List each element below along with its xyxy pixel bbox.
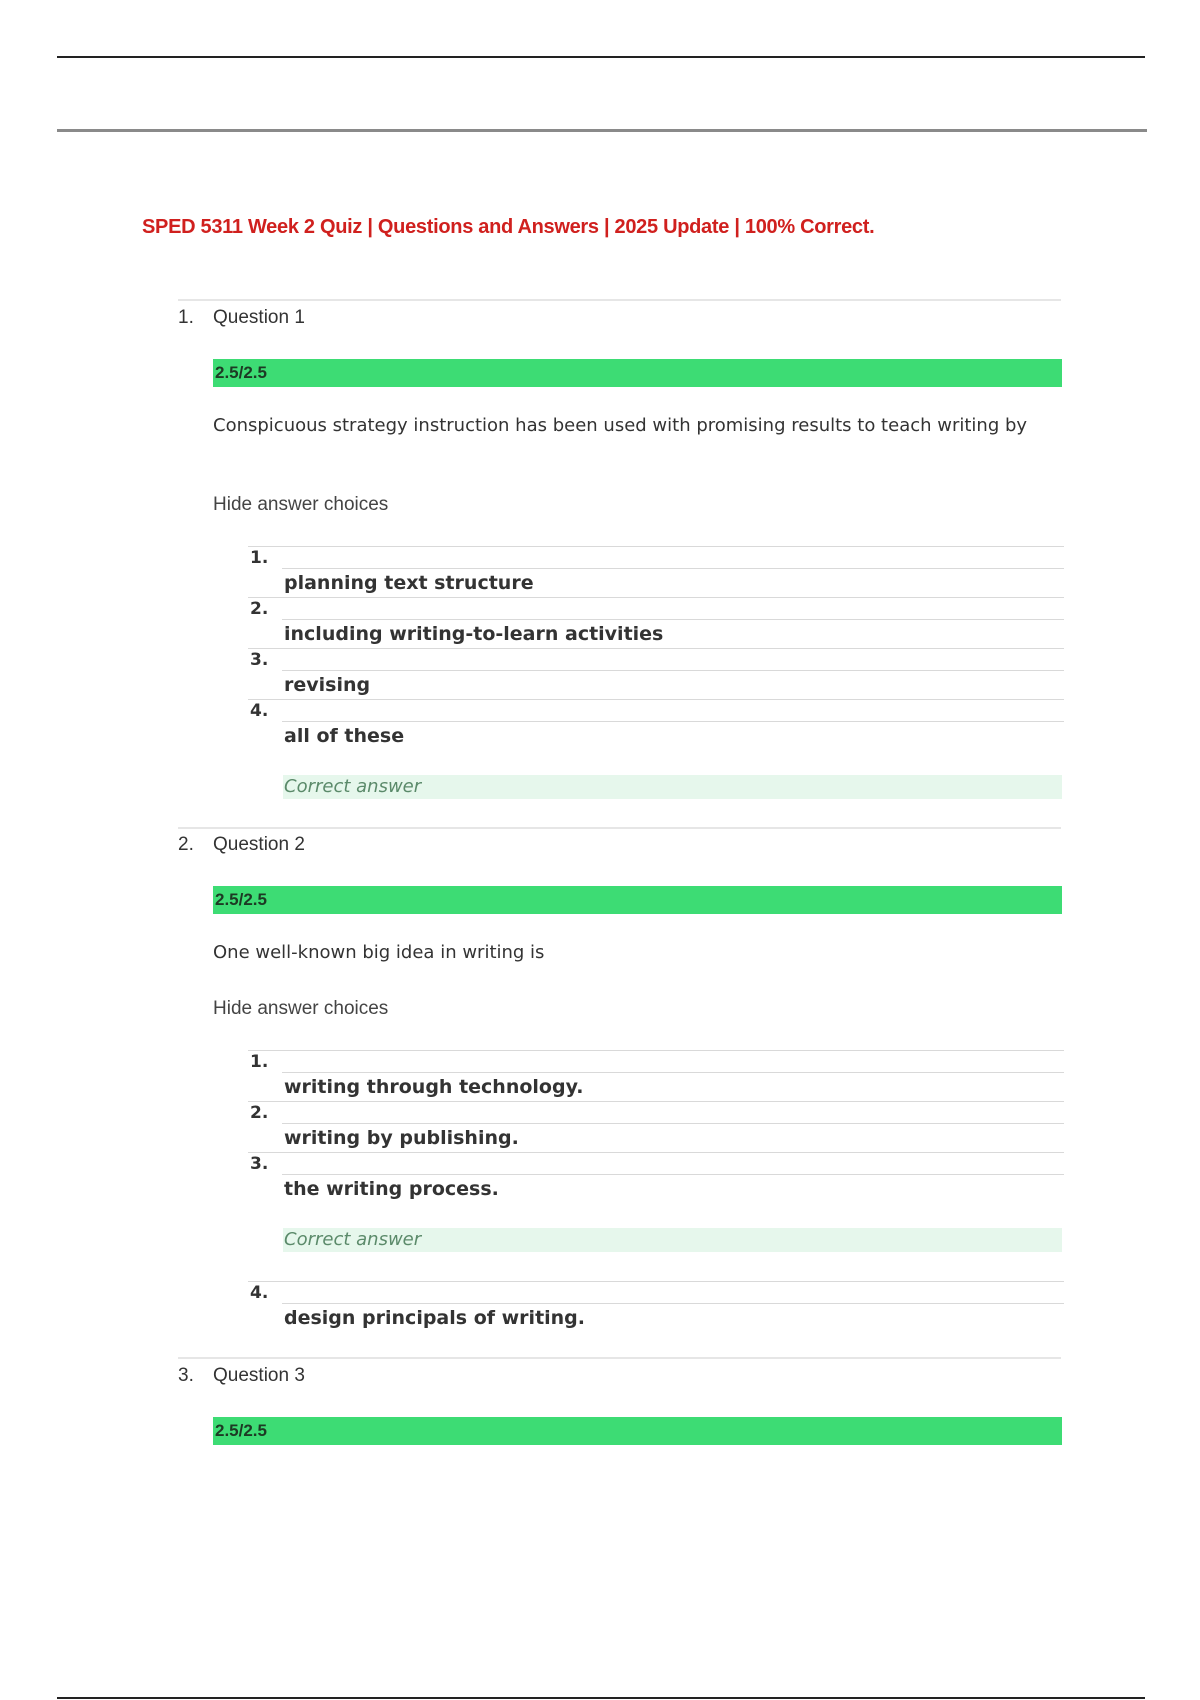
- question-separator: [178, 827, 1061, 829]
- option-divider: [282, 1123, 1064, 1124]
- option-divider: [248, 1101, 1064, 1102]
- option-divider: [282, 721, 1064, 722]
- option-divider: [248, 1152, 1064, 1153]
- option-number: 2.: [250, 599, 269, 619]
- correct-answer-tag: [283, 775, 1062, 799]
- question-title[interactable]: Question 2: [213, 834, 305, 855]
- score-bar: [213, 359, 1062, 387]
- question-title[interactable]: Question 1: [213, 307, 305, 328]
- question-title[interactable]: Question 3: [213, 1365, 305, 1386]
- option-text: revising: [284, 674, 371, 696]
- hide-answer-choices-link[interactable]: Hide answer choices: [213, 494, 389, 515]
- option-divider: [248, 1050, 1064, 1051]
- option-text: the writing process.: [284, 1178, 499, 1200]
- header-rule: [57, 56, 1145, 58]
- question-prompt: Conspicuous strategy instruction has been used with promising results to teach writing by: [213, 415, 1028, 436]
- option-number: 2.: [250, 1103, 269, 1123]
- question-number: 1.: [178, 307, 194, 328]
- option-number: 4.: [250, 701, 269, 721]
- option-divider: [248, 648, 1064, 649]
- footer-rule: [57, 1697, 1145, 1699]
- option-text: writing through technology.: [284, 1076, 584, 1098]
- document-title: SPED 5311 Week 2 Quiz | Questions and Answers | 2025 Update | 100% Correct.: [142, 216, 875, 238]
- option-text: design principals of writing.: [284, 1307, 586, 1329]
- option-divider: [282, 568, 1064, 569]
- option-divider: [248, 1281, 1064, 1282]
- option-divider: [248, 699, 1064, 700]
- option-text: including writing-to-learn activities: [284, 623, 664, 645]
- question-prompt: One well-known big idea in writing is: [213, 942, 545, 963]
- option-divider: [282, 1174, 1064, 1175]
- option-number: 3.: [250, 650, 269, 670]
- option-divider: [282, 1072, 1064, 1073]
- correct-answer-label: Correct answer: [284, 1229, 422, 1250]
- header-rule-secondary: [57, 129, 1147, 132]
- score-text: 2.5/2.5: [215, 890, 267, 909]
- score-text: 2.5/2.5: [215, 1421, 267, 1440]
- option-divider: [282, 1303, 1064, 1304]
- hide-answer-choices-link[interactable]: Hide answer choices: [213, 998, 389, 1019]
- option-number: 1.: [250, 548, 269, 568]
- score-text: 2.5/2.5: [215, 363, 267, 382]
- correct-answer-label: Correct answer: [284, 776, 422, 797]
- option-number: 3.: [250, 1154, 269, 1174]
- option-text: writing by publishing.: [284, 1127, 519, 1149]
- question-separator: [178, 1357, 1061, 1359]
- score-bar: [213, 886, 1062, 914]
- option-divider: [282, 670, 1064, 671]
- option-divider: [248, 597, 1064, 598]
- option-divider: [282, 619, 1064, 620]
- option-text: planning text structure: [284, 572, 534, 594]
- option-number: 4.: [250, 1283, 269, 1303]
- question-number: 3.: [178, 1365, 194, 1386]
- score-bar: [213, 1417, 1062, 1445]
- option-number: 1.: [250, 1052, 269, 1072]
- correct-answer-tag: [283, 1228, 1062, 1252]
- option-text: all of these: [284, 725, 405, 747]
- question-separator: [178, 299, 1061, 301]
- option-divider: [248, 546, 1064, 547]
- question-number: 2.: [178, 834, 194, 855]
